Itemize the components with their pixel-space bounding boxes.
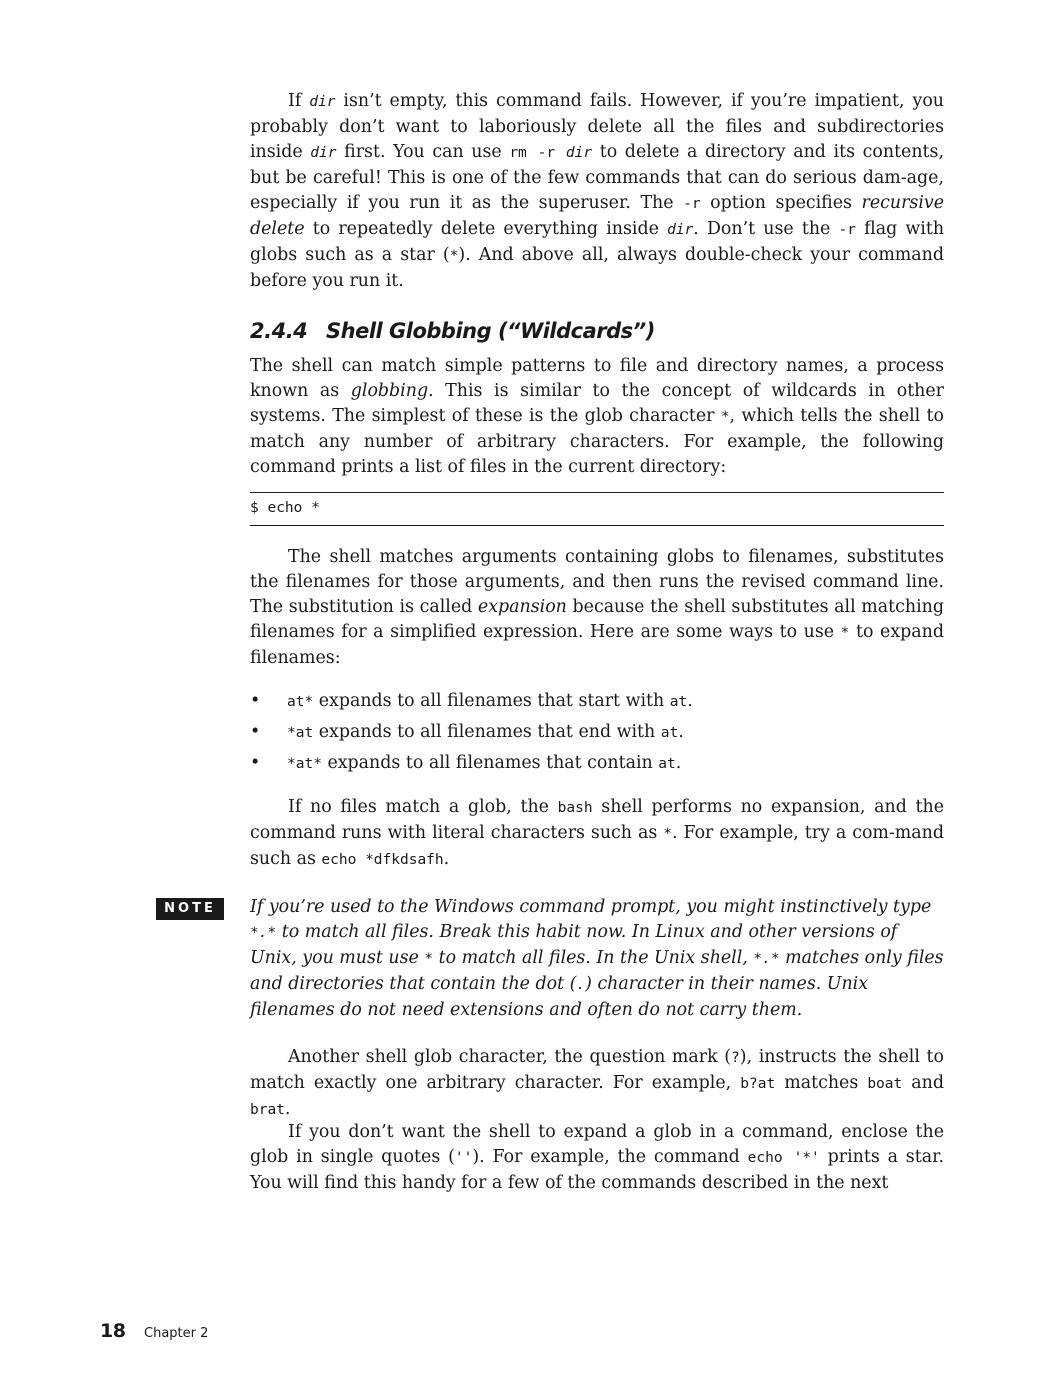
note-box: If you’re used to the Windows command prompt, you might instinctively type *.* to match all files. Break this habit now. In Linux and other versions of Unix, you must use * to match all files. In the Unix shell, *.* matches only files and directories that contain the dot (.) character in their names. Unix filenames do not need extensions and often do not carry them.: [250, 897, 944, 1020]
inline-code: rm -r: [509, 145, 566, 161]
code-line: $ echo *: [250, 500, 320, 516]
inline-code: bash: [557, 800, 593, 816]
inline-code: '': [454, 1150, 473, 1166]
chapter-label: Chapter 2: [144, 1326, 209, 1341]
page-number: 18: [100, 1320, 126, 1342]
inline-code: *.*: [250, 925, 277, 941]
bullet-icon: •: [250, 691, 261, 711]
paragraph-expansion: The shell matches arguments containing globs to filenames, substitutes the filenames for those arguments, and then runs the revised command line. The substitution is called expansion because the shell substitutes all matching filenames for a simplified expression. Here are some ways to use * to expand filenames:: [250, 547, 944, 668]
paragraph-question-mark: Another shell glob character, the question mark (?), instructs the shell to match exactly one arbitrary character. For example, b?at matches boat and brat.: [250, 1047, 945, 1119]
inline-code: boat: [867, 1076, 903, 1092]
inline-code: ?: [731, 1050, 740, 1066]
bullet-icon: •: [250, 753, 261, 773]
inline-code: dir: [565, 145, 593, 161]
paragraph-single-quotes: If you don’t want the shell to expand a glob in a command, enclose the glob in single quotes (''). For example, the command echo '*' prints a star. You will find this handy for a few of the commands described in the next: [250, 1122, 944, 1193]
paragraph-rm-r: If dir isn’t empty, this command fails. However, if you’re impatient, you probably don’t want to laboriously delete all the files and subdirectories inside dir first. You can use rm -r dir to delete a directory and its contents, but be careful! This is one of the few commands that can do serious dam-age, especially if you run it as the superuser. The -r option specifies recursive delete to repeatedly delete everything inside dir. Don’t use the -r flag with globs such as a star (*). And above all, always double-check your command before you run it.: [250, 91, 945, 291]
bullet-list: [250, 689, 944, 782]
inline-code: -r: [683, 196, 701, 212]
inline-code: *: [720, 409, 730, 425]
paragraph-globbing-intro: The shell can match simple patterns to file and directory names, a process known as globbing. This is similar to the concept of wildcards in other systems. The simplest of these is the glob character *, which tells the shell to match any number of arbitrary characters. For example, the following command prints a list of files in the current directory:: [250, 356, 944, 477]
paragraph-no-match: If no files match a glob, the bash shell performs no expansion, and the command runs with literal characters such as *. For example, try a com-mand such as echo *dfkdsafh.: [250, 797, 944, 869]
page-footer: [100, 1320, 208, 1342]
inline-code: -r: [838, 222, 856, 238]
note-label: NOTE: [156, 898, 224, 920]
code-block: [250, 492, 944, 526]
list-item: • *at* expands to all filenames that contain at.: [250, 751, 944, 782]
section-title: Shell Globbing (“Wildcards”): [326, 319, 655, 343]
inline-code: echo *dfkdsafh: [321, 852, 444, 868]
bullet-icon: •: [250, 722, 261, 742]
section-number: 2.4.4: [250, 319, 308, 343]
list-item: • *at expands to all filenames that end with at.: [250, 720, 944, 751]
inline-code: *: [424, 951, 434, 967]
inline-code: *: [840, 625, 850, 641]
inline-code: *.*: [753, 951, 780, 967]
inline-code: dir: [310, 145, 337, 161]
list-item: • at* expands to all filenames that start with at.: [250, 689, 944, 720]
inline-code: *: [449, 248, 459, 264]
inline-code: *: [663, 826, 672, 842]
inline-code: dir: [667, 222, 694, 238]
inline-code: echo '*': [747, 1150, 820, 1166]
inline-code: brat: [250, 1102, 285, 1118]
inline-code: b?at: [740, 1076, 776, 1092]
inline-code: .: [576, 977, 586, 993]
inline-code: dir: [309, 94, 336, 110]
section-heading: [250, 318, 944, 344]
